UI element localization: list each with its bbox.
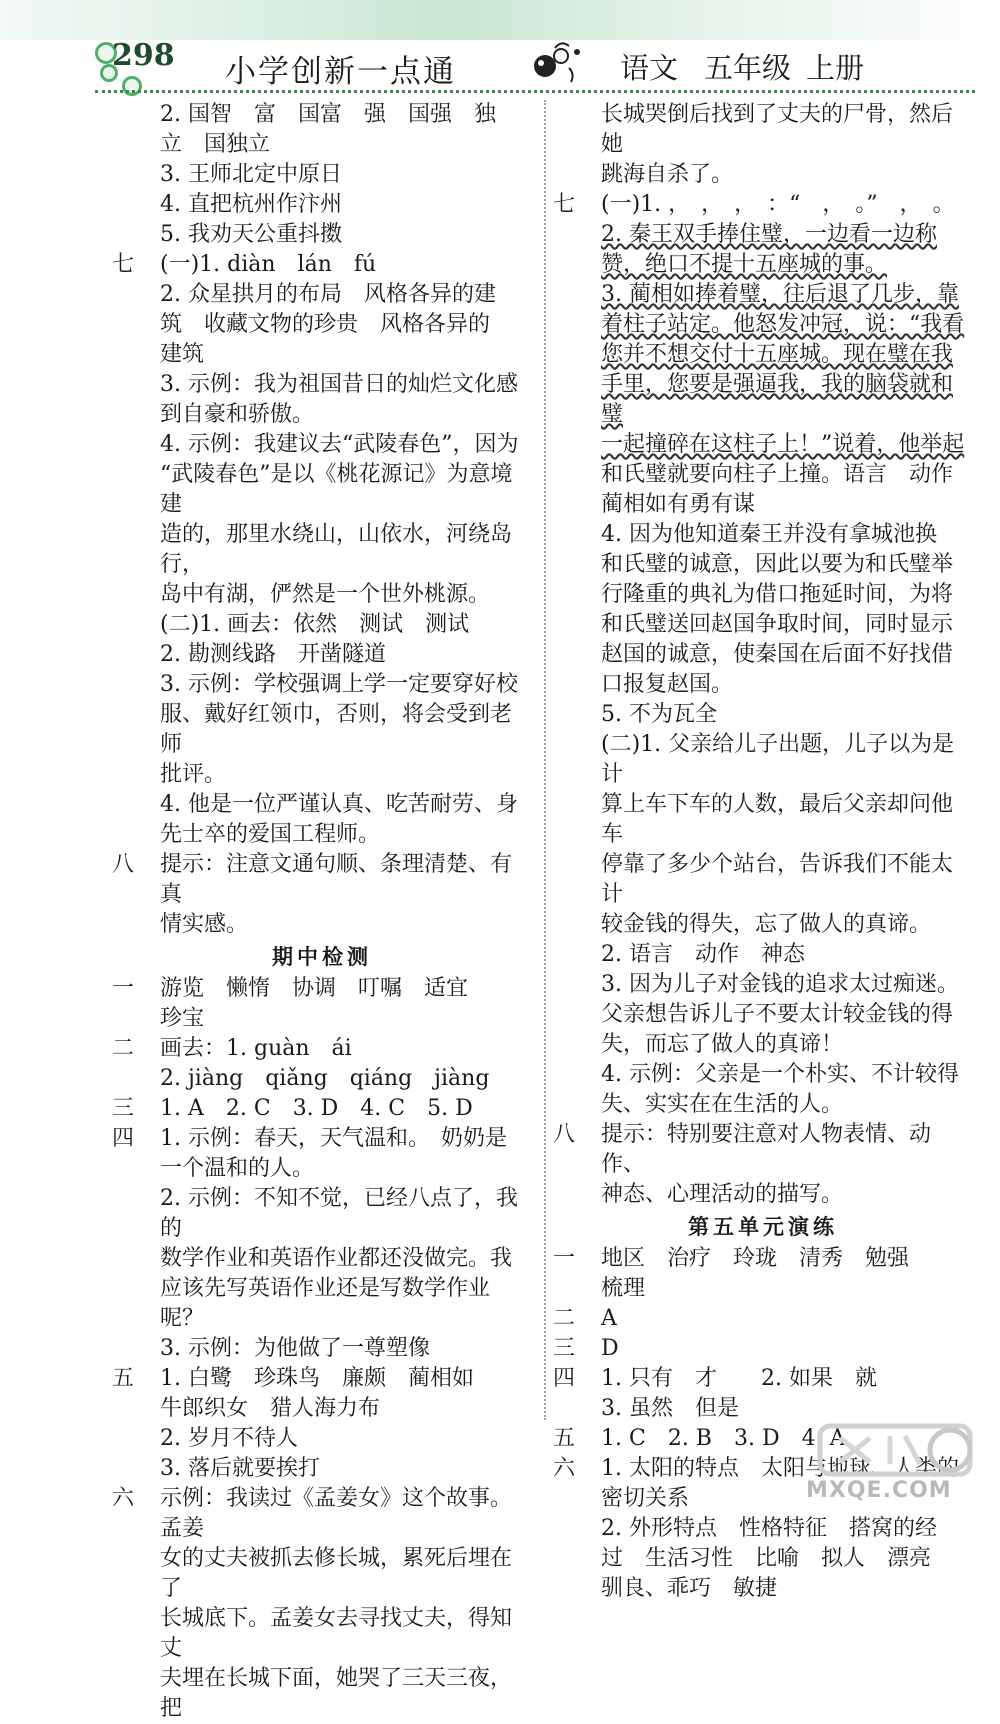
answer-line [553,730,973,790]
answer-line [112,1004,532,1034]
question-number: 八 [112,852,135,877]
answer-text: 4. 示例：父亲是一个朴实、不计较得 [601,1062,959,1087]
question-number: 六 [112,1486,135,1511]
answer-text: 3. 王师北定中原日 [160,162,342,187]
answer-line [112,1604,532,1664]
answer-line [553,1334,973,1364]
question-number: 七 [553,192,576,217]
answer-line [553,100,973,160]
answer-text: 失，而忘了做人的真谛！ [601,1032,844,1057]
answer-text: 1. 示例：春天，天气温和。 奶奶是 [160,1126,507,1151]
answer-text: 密切关系 [601,1486,690,1511]
answer-text: A [601,1306,617,1331]
page-header [0,36,1000,91]
answer-line [112,160,532,190]
answer-line [112,190,532,220]
question-number: 四 [553,1366,576,1391]
section-heading: 期中检测 [272,944,372,969]
answer-line [112,1184,532,1244]
answer-text: 4. 示例：我建议去“武陵春色”，因为 [160,432,519,457]
answer-text: 长城底下。孟姜女去寻找丈夫，得知丈 [160,1606,513,1661]
section-heading: 第五单元演练 [688,1214,838,1239]
answer-line [553,1180,973,1210]
question-number: 一 [112,976,135,1001]
question-number: 四 [112,1126,135,1151]
answer-text: 立 国独立 [160,132,271,157]
answer-line [553,1060,973,1090]
answer-line [553,280,973,310]
answer-text: 先士卒的爱国工程师。 [160,822,381,847]
answer-text: 长城哭倒后找到了丈夫的尸骨，然后她 [601,102,954,157]
answer-text: 提示：注意文通句顺、条理清楚、有真 [160,852,513,907]
answer-text: 和氏璧就要向柱子上撞。语言 动作 [601,462,954,487]
answer-text: 和氏璧的诚意，因此以要为和氏璧举 [601,552,954,577]
answer-line [112,1364,532,1394]
answer-text: 停靠了多少个站台，告诉我们不能太计 [601,852,954,907]
answer-text: 画去：1. guàn ái [160,1036,352,1061]
question-number: 一 [553,1246,576,1271]
answer-line [553,460,973,490]
answer-text: (一)1. ， ， ， ：“ ， 。” ， 。 [601,192,955,217]
question-number: 七 [112,252,135,277]
answer-text: 2. 秦王双手捧住璧，一边看一边称 [601,222,937,247]
answer-line [112,1664,532,1724]
question-number: 二 [553,1306,576,1331]
mascot-icon [525,38,585,86]
answer-text: (二)1. 画去：依然 测试 测试 [160,612,470,637]
answer-text: 着柱子站定。他怒发冲冠，说：“我看 [601,312,965,337]
answer-text: 一个温和的人。 [160,1156,315,1181]
top-decorative-band [0,0,1000,40]
answer-text: 梳理 [601,1276,646,1301]
answer-text: 到自豪和骄傲。 [160,402,315,427]
answer-text: 1. 太阳的特点 太阳与地球、人类的 [601,1456,959,1481]
answer-line [112,580,532,610]
answer-line [112,1424,532,1454]
answer-text: 跳海自杀了。 [601,162,734,187]
answer-line [112,1394,532,1424]
answer-text: 1. 白鹭 珍珠鸟 廉颇 蔺相如 [160,1366,474,1391]
answer-text: 蔺相如有勇有谋 [601,492,756,517]
answer-line [112,640,532,670]
answer-text: 赵国的诚意，使秦国在后面不好找借 [601,642,954,667]
answer-text: 1. C 2. B 3. D 4. A [601,1426,846,1451]
answer-text: 3. 示例：我为祖国昔日的灿烂文化感 [160,372,518,397]
answer-text: 应该先写英语作业还是写数学作业呢？ [160,1276,491,1331]
answer-line [553,1244,973,1274]
bubble-icon [122,76,142,96]
answer-line [553,640,973,670]
answer-line [112,910,532,940]
column-divider [544,100,546,1420]
answer-text: 3. 示例：学校强调上学一定要穿好校 [160,672,518,697]
left-column [112,100,532,1724]
answer-line [553,490,973,520]
answer-text: 赞，绝口不提十五座城的事。 [601,252,888,277]
answer-text: 3. 因为儿子对金钱的追求太过痴迷。 [601,972,959,997]
answer-line [112,1244,532,1274]
answer-line [553,1000,973,1030]
answer-line [112,340,532,370]
grade-label: 五年级 [704,51,792,85]
answer-text: 情实感。 [160,912,249,937]
answer-line [112,130,532,160]
answer-line [112,974,532,1004]
answer-line [112,700,532,760]
answer-line [553,790,973,850]
answer-line [112,790,532,820]
answer-line [112,460,532,520]
answer-line [553,370,973,430]
answer-line [112,310,532,340]
right-column [553,100,973,1604]
question-number: 三 [112,1096,135,1121]
answer-text: 批评。 [160,762,227,787]
answer-text: 造的，那里水绕山，山依水，河绕岛行， [160,522,513,577]
answer-text: 岛中有湖，俨然是一个世外桃源。 [160,582,491,607]
question-number: 五 [112,1366,135,1391]
question-number: 二 [112,1036,135,1061]
answer-line [553,1364,973,1394]
answer-line [553,1574,973,1604]
answer-line [112,1334,532,1364]
answer-line [553,340,973,370]
answer-line [553,910,973,940]
answer-line [112,430,532,460]
answer-line [112,850,532,910]
question-number: 三 [553,1336,576,1361]
answer-text: 1. 只有 才 2. 如果 就 [601,1366,877,1391]
answer-text: 2. jiàng qiǎng qiáng jiàng [160,1066,490,1091]
answer-line [553,550,973,580]
answer-text: 筑 收藏文物的珍贵 风格各异的 [160,312,491,337]
answer-text: 2. 示例：不知不觉，已经八点了，我的 [160,1186,518,1241]
answer-text: 您并不想交付十五座城。现在璧在我 [601,342,954,367]
answer-text: 较金钱的得失，忘了做人的真谛。 [601,912,932,937]
answer-line [553,1304,973,1334]
answer-line [112,1154,532,1184]
answer-line [112,100,532,130]
answer-text: 行隆重的典礼为借口拖延时间，为将 [601,582,954,607]
answer-text: 1. A 2. C 3. D 4. C 5. D [160,1096,473,1121]
answer-text: 牛郎织女 猎人海力布 [160,1396,381,1421]
answer-text: 2. 岁月不待人 [160,1426,298,1451]
answer-text: 4. 因为他知道秦王并没有拿城池换 [601,522,937,547]
answer-text: 过 生活习性 比喻 拟人 漂亮 [601,1546,932,1571]
answer-line [553,160,973,190]
answer-text: 5. 我劝天公重抖擞 [160,222,342,247]
answer-line [553,1274,973,1304]
answer-line [112,670,532,700]
answer-line [553,250,973,280]
answer-text: 神态、心理活动的描写。 [601,1182,844,1207]
answer-text: 手里，您要是强逼我，我的脑袋就和璧 [601,372,954,427]
answer-line [553,580,973,610]
answer-line [112,220,532,250]
answer-text: 珍宝 [160,1006,205,1031]
answer-text: 算上车下车的人数，最后父亲却问他车 [601,792,954,847]
answer-text: 失、实实在在生活的人。 [601,1092,844,1117]
answer-line [112,250,532,280]
answer-line [553,430,973,460]
answer-line [553,310,973,340]
answer-text: 口报复赵国。 [601,672,734,697]
answer-text: D [601,1336,619,1361]
question-number: 六 [553,1456,576,1481]
answer-line [112,520,532,580]
answer-text: 提示：特别要注意对人物表情、动作、 [601,1122,932,1177]
answer-line [112,280,532,310]
answer-text: 服、戴好红领巾，否则，将会受到老师 [160,702,513,757]
answer-line [112,1544,532,1604]
answer-line [553,970,973,1000]
answer-text: 建筑 [160,342,205,367]
answer-text: 2. 外形特点 性格特征 搭窝的经 [601,1516,937,1541]
page-number: 298 [112,38,175,73]
answer-line [553,520,973,550]
answer-line [553,850,973,910]
question-number: 八 [553,1122,576,1147]
answer-text: 3. 落后就要挨打 [160,1456,320,1481]
answer-text: 女的丈夫被抓去修长城，累死后埋在了 [160,1546,513,1601]
answer-text: 5. 不为瓦全 [601,702,717,727]
volume-label: 上册 [806,51,865,85]
answer-line [553,700,973,730]
answer-text: 2. 勘测线路 开凿隧道 [160,642,386,667]
answer-text: 3. 蔺相如捧着璧，往后退了几步，靠 [601,282,959,307]
subject-label: 语文 [620,51,679,85]
answer-text: 一起撞碎在这柱子上！”说着，他举起 [601,432,965,457]
answer-line [553,1090,973,1120]
answer-line [553,1544,973,1574]
answer-line [112,1064,532,1094]
answer-line [553,610,973,640]
answer-line [112,370,532,400]
answer-line [112,760,532,790]
answer-text: “武陵春色”是以《桃花源记》为意境建 [160,462,513,517]
answer-line [553,670,973,700]
answer-text: 3. 示例：为他做了一尊塑像 [160,1336,430,1361]
answer-text: 3. 虽然 但是 [601,1396,739,1421]
answer-text: 4. 直把杭州作汴州 [160,192,342,217]
answer-line [553,940,973,970]
answer-line [553,1120,973,1180]
header-divider [95,90,975,93]
answer-line [112,400,532,430]
answer-line [112,1124,532,1154]
question-number: 五 [553,1426,576,1451]
answer-line [112,820,532,850]
answer-line [553,1030,973,1060]
answer-line [112,1094,532,1124]
answer-text: 数学作业和英语作业都还没做完。我 [160,1246,513,1271]
answer-text: 2. 国智 富 国富 强 国强 独 [160,102,496,127]
answer-line [112,1454,532,1484]
answer-text: 地区 治疗 玲珑 清秀 勉强 [601,1246,910,1271]
answer-text: 示例：我读过《孟姜女》这个故事。孟姜 [160,1486,513,1541]
answer-line [553,1514,973,1544]
answer-text: 2. 语言 动作 神态 [601,942,805,967]
answer-text: 4. 他是一位严谨认真、吃苦耐劳、身 [160,792,518,817]
book-title: 小学创新一点通 [225,54,456,90]
answer-text: 夫埋在长城下面，她哭了三天三夜，把 [160,1666,513,1721]
answer-text: (一)1. diàn lán fú [160,252,377,277]
answer-text: (二)1. 父亲给儿子出题，儿子以为是计 [601,732,955,787]
answer-line [553,190,973,220]
answer-line [112,1274,532,1334]
answer-line [112,1484,532,1544]
answer-line [112,610,532,640]
answer-text: 游览 懒惰 协调 叮嘱 适宜 [160,976,469,1001]
answer-text: 和氏璧送回赵国争取时间，同时显示 [601,612,954,637]
answer-text: 父亲想告诉儿子不要太计较金钱的得 [601,1002,954,1027]
watermark-text: MXQE.COM [806,1478,952,1503]
answer-line [553,220,973,250]
answer-line [112,1034,532,1064]
answer-text: 2. 众星拱月的布局 风格各异的建 [160,282,496,307]
answer-text: 驯良、乖巧 敏捷 [601,1576,778,1601]
